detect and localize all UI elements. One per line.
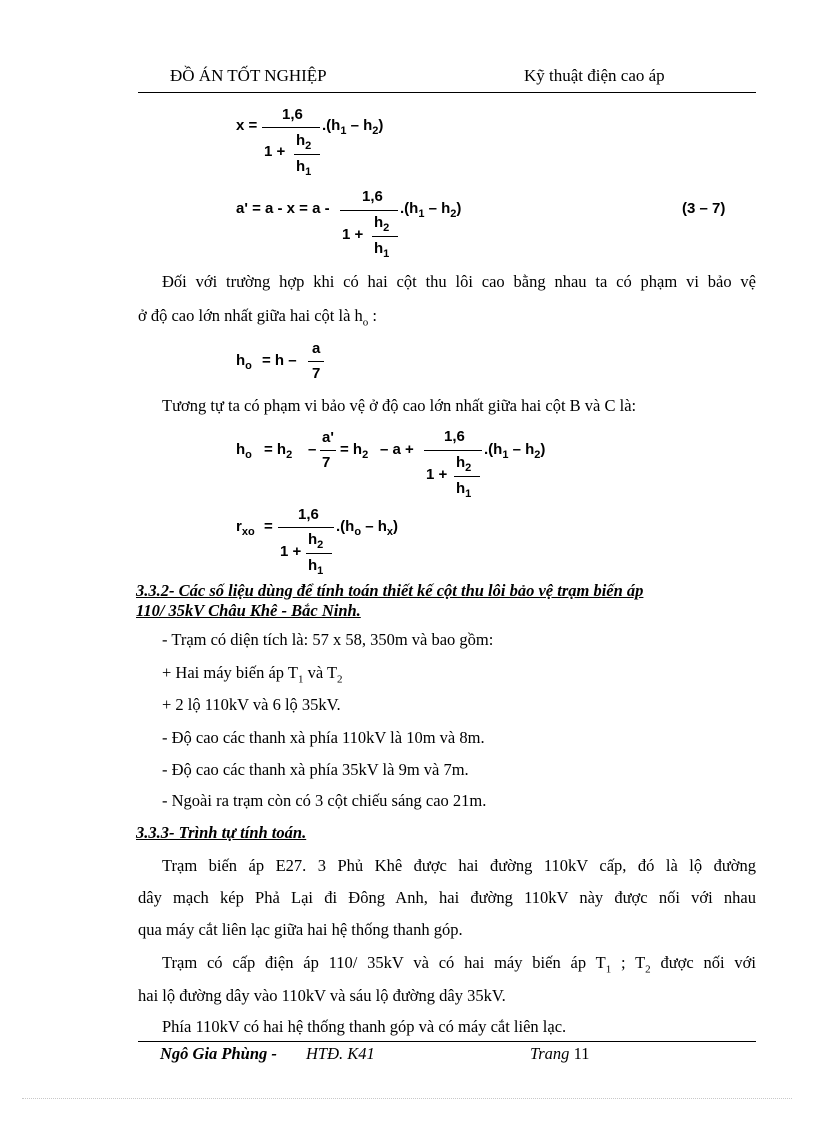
eq-ho2-rhs1: = $h_2$ [264, 441, 293, 461]
eq-ho2-numerator: 1,6 [444, 428, 465, 445]
page-bottom-dotted-line [22, 1098, 792, 1099]
eq-a-h2: $h_2$ [374, 214, 390, 234]
eq-ho-eq: = h – [262, 352, 297, 369]
eq-x-one-plus: 1 + [264, 143, 286, 160]
list-item: + 2 lộ 110kV và 6 lộ 35kV. [162, 695, 341, 714]
header-title-right: Kỹ thuật điện cao áp [524, 66, 665, 85]
eq-ho2-rhs3: = $h_2$ [340, 441, 369, 461]
footer-class: HTĐ. K41 [306, 1044, 375, 1063]
paragraph-same-height: Đối với trường hợp khi có hai cột thu lôi cao bằng nhau ta có phạm vi bảo vệ [162, 272, 756, 291]
eq-rxo-tail: $.(h_o - h_x)$ [336, 518, 399, 538]
section-332-heading-line1: 3.3.2- Các số liệu dùng để tính toán thiết kế cột thu lôi bảo vệ trạm biến áp [136, 581, 644, 600]
eq-rxo-numerator: 1,6 [298, 506, 319, 523]
section-333-para2-line1: Trạm có cấp điện áp 110/ 35kV và có hai máy biến áp $T_1$ ; $T_2$ được nối với [162, 953, 756, 976]
footer-page: Trang 11 [530, 1044, 590, 1063]
eq-ho2-h1: $h_1$ [456, 480, 472, 500]
eq-rxo-one-plus: 1 + [280, 543, 302, 560]
eq-rxo-eq: = [264, 518, 273, 535]
list-item: - Trạm có diện tích là: 57 x 58, 350m và bao gồm: [162, 630, 494, 649]
section-333-para1-line2: dây mạch kép Phả Lại đi Đông Anh, hai đường 110kV này được nối với nhau [138, 888, 756, 907]
eq-x-h2: $h_2$ [296, 132, 312, 152]
list-item: - Độ cao các thanh xà phía 35kV là 9m và 7m. [162, 760, 469, 779]
section-333-heading: 3.3.3- Trình tự tính toán. [136, 823, 307, 842]
eq-rxo-h1: $h_1$ [308, 557, 324, 577]
eq-ho-num: a [312, 340, 321, 357]
eq-x-numerator: 1,6 [282, 106, 303, 123]
footer-author: Ngô Gia Phùng - [160, 1044, 277, 1063]
eq-rxo-lhs: $r_{xo}$ [236, 518, 255, 538]
eq-ho2-den: 7 [322, 454, 331, 471]
eq-ho-den: 7 [312, 365, 321, 382]
eq-ho2-one-plus: 1 + [426, 466, 448, 483]
eq-x-tail: $.(h_1 - h_2)$ [322, 117, 384, 137]
section-333-para1-line1: Trạm biến áp E27. 3 Phủ Khê được hai đường 110kV cấp, đó là lộ đường [162, 856, 756, 875]
paragraph-b-c: Tương tự ta có phạm vi bảo vệ ở độ cao lớn nhất giữa hai cột B và C là: [162, 396, 637, 415]
eq-ho2-minus: – [308, 441, 317, 458]
eq-ho2-rhs4: – a + [380, 441, 414, 458]
eq-ho2-num: a' [322, 429, 334, 446]
eq-rxo-h2: $h_2$ [308, 531, 324, 551]
eq-ho2-h2: $h_2$ [456, 454, 472, 474]
list-item: - Độ cao các thanh xà phía 110kV là 10m và 8m. [162, 728, 485, 747]
list-item: + Hai máy biến áp $T_1$ và $T_2$ [162, 663, 343, 686]
eq-ho-lhs: $h_o$ [236, 352, 252, 372]
eq-a-numerator: 1,6 [362, 188, 383, 205]
section-333-para1-line3: qua máy cắt liên lạc giữa hai hệ thống thanh góp. [138, 920, 463, 939]
eq-label-3-7: (3 – 7) [682, 200, 726, 217]
eq-a-one-plus: 1 + [342, 226, 364, 243]
footer-rule [138, 1041, 756, 1042]
eq-a-h1: $h_1$ [374, 240, 390, 260]
section-332-heading-line2: 110/ 35kV Châu Khê - Bắc Ninh. [136, 601, 361, 620]
list-item: - Ngoài ra trạm còn có 3 cột chiếu sáng cao 21m. [162, 791, 487, 810]
header-rule [138, 92, 756, 93]
eq-a-tail: $.(h_1 - h_2)$ [400, 200, 462, 220]
eq-x-h1: $h_1$ [296, 158, 312, 178]
paragraph-same-height-line2: ở độ cao lớn nhất giữa hai cột là $h_o$ : [138, 306, 378, 329]
eq-x-lhs: x = [236, 117, 258, 134]
eq-ho2-lhs: $h_o$ [236, 441, 252, 461]
header-title-left: ĐỒ ÁN TỐT NGHIỆP [170, 66, 327, 85]
section-333-para3: Phía 110kV có hai hệ thống thanh góp và có máy cắt liên lạc. [162, 1017, 567, 1036]
section-333-para2-line2: hai lộ đường dây vào 110kV và sáu lộ đường dây 35kV. [138, 986, 506, 1005]
eq-ho2-tail: $.(h_1 - h_2)$ [484, 441, 546, 461]
eq-a-lhs: a' = a - x = a - [236, 200, 330, 217]
